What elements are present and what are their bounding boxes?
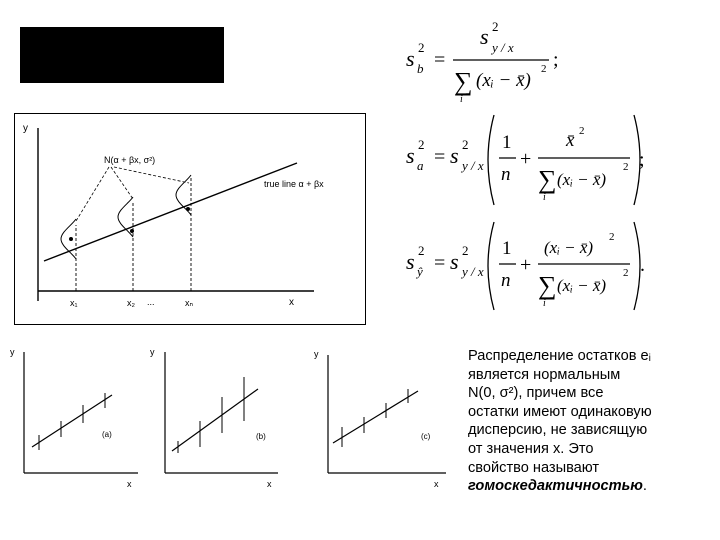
y-axis-label: y [150,347,155,357]
panel-label: (a) [102,430,112,439]
normal-distribution-label: N(α + βx, σ²) [104,155,156,165]
symbol-s: s [406,46,415,71]
term: (xᵢ − x̄) [557,276,607,295]
tick-xn: xₙ [185,298,194,308]
punctuation: ; [639,149,645,171]
left-paren [488,222,494,310]
y-axis-label: y [23,123,28,134]
sum-symbol: ∑ [454,67,473,96]
pointer-line [111,167,133,199]
denominator-n: n [501,270,511,291]
data-point [130,229,134,233]
true-line-label: true line α + βx [264,179,324,189]
caption-line: Распределение остатков eᵢ [468,348,651,364]
y-axis-label: y [10,347,15,357]
punctuation: . [640,254,645,276]
data-point [186,207,190,211]
x-axis-label: x [434,479,439,489]
formula-sa [406,115,645,205]
x-axis-label: x [289,297,294,308]
panel-label: (c) [421,432,431,441]
superscript: 2 [462,243,469,258]
numerator-one: 1 [502,132,512,153]
equals-sign: = [434,252,446,274]
regression-figure [14,113,366,325]
fit-line [32,395,112,447]
superscript: 2 [418,40,425,55]
symbol-s: s [450,249,459,274]
caption-line: свойство называют [468,459,600,476]
caption-line: N(0, σ²), причем все [468,385,604,402]
symbol-s: s [480,24,489,49]
denominator-n: n [501,164,511,185]
index: i [543,298,546,309]
numerator-one: 1 [502,238,512,259]
redacted-box [20,27,224,83]
pointer-line [114,167,189,183]
caption-line: от значения x. Это [468,440,594,457]
fit-line [172,389,258,451]
superscript: 2 [623,161,629,173]
caption-line: остатки имеют одинаковую [468,403,652,420]
superscript: 2 [418,243,425,258]
symbol-s: s [406,249,415,274]
subscript: a [417,158,424,173]
left-paren [488,115,494,205]
sum-symbol: ∑ [538,271,557,300]
equals-sign: = [434,146,446,168]
plus-sign: + [520,148,532,170]
subscript: y / x [462,158,484,173]
caption-line: дисперсию, не зависящую [468,422,648,439]
tick-x2: x₂ [127,298,135,308]
superscript: 2 [541,63,547,75]
pointer-line [76,167,109,221]
term: (xᵢ − x̄) [544,238,594,257]
small-plot-c [306,343,456,495]
subscript: ŷ [417,264,423,279]
punctuation: ; [553,49,559,71]
x-axis-label: x [267,479,272,489]
index: i [460,94,463,105]
subscript: y / x [462,264,484,279]
caption-text [468,347,716,496]
caption-line: является нормальным [468,366,621,383]
sum-symbol: ∑ [538,165,557,194]
y-axis-label: y [314,349,319,359]
fit-line [333,391,418,443]
superscript: 2 [418,137,425,152]
plus-sign: + [520,254,532,276]
figure-frame [15,114,366,325]
superscript: 2 [579,125,585,137]
tick-x1: x₁ [70,298,78,308]
tick-ellipsis: ... [147,297,155,307]
homoscedasticity-term: гомоскедактичностью [468,478,643,495]
term: (xᵢ − x̄) [557,170,607,189]
equals-sign: = [434,49,446,71]
index: i [543,192,546,203]
small-plot-a [6,343,146,495]
data-point [69,237,73,241]
caption-line [468,477,716,496]
small-plot-b [146,343,286,495]
superscript: 2 [492,20,499,34]
formula-sy [406,222,645,310]
variance-formulas [404,20,704,320]
x-axis-label: x [127,479,132,489]
symbol-s: s [406,143,415,168]
subscript: b [417,61,424,76]
caption-period: . [642,478,647,495]
superscript: 2 [462,137,469,152]
subscript: y / x [492,40,514,55]
formula-sb [406,20,559,105]
superscript: 2 [609,231,615,243]
term: (xᵢ − x̄) [476,70,531,91]
panel-label: (b) [256,432,266,441]
symbol-s: s [450,143,459,168]
x-bar: x̄ [566,130,575,151]
superscript: 2 [623,267,629,279]
